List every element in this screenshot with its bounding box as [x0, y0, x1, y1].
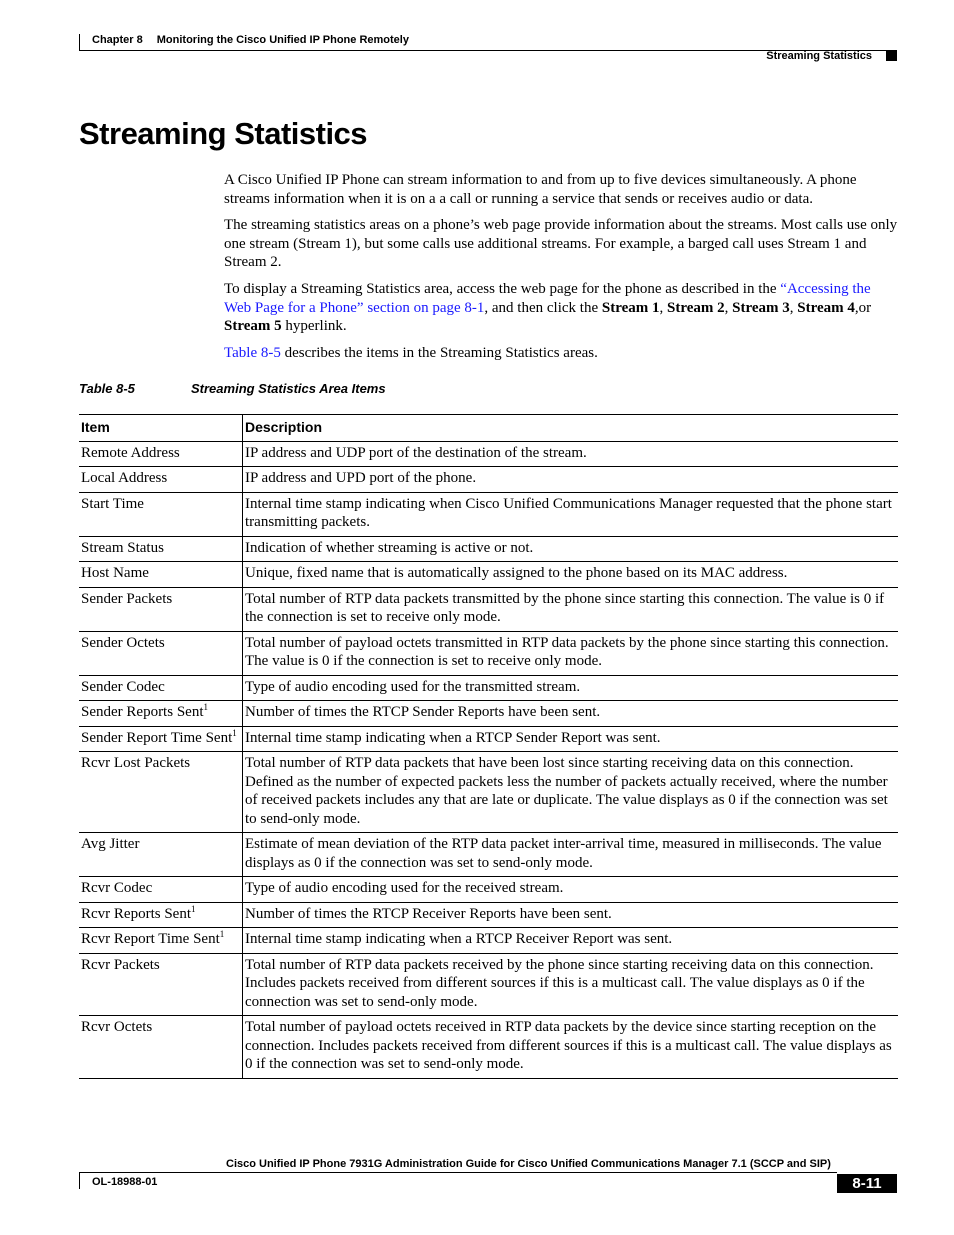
table-row [79, 877, 898, 903]
table-row [79, 953, 898, 1016]
paragraph-instructions [224, 280, 898, 336]
description-cell: Internal time stamp indicating when Cisco Unified Communications Manager requested that the phone start transmitting packets. [245, 495, 892, 530]
footnote-marker: 1 [232, 727, 237, 738]
text-span: ,or [854, 299, 872, 316]
table-row [79, 675, 898, 701]
table-caption-number: Table 8-5 [79, 381, 135, 396]
header-marker [886, 50, 897, 61]
running-header-section: Streaming Statistics [766, 50, 872, 62]
item-name: Stream Status [81, 539, 164, 556]
item-cell [79, 562, 243, 588]
table-caption-title: Streaming Statistics Area Items [191, 381, 386, 396]
footer-rule [79, 1172, 837, 1173]
page-title: Streaming Statistics [79, 116, 368, 151]
item-name: Avg Jitter [81, 836, 140, 852]
item-cell [79, 492, 243, 536]
table-caption [79, 381, 386, 396]
description-cell: Total number of RTP data packets transmitted by the phone since starting this connection. The value is 0 if the connection is set to receive only mode. [245, 590, 885, 625]
footer-doc-number: OL-18988-01 [92, 1176, 158, 1188]
table-row [79, 467, 898, 493]
item-name: Local Address [81, 470, 168, 486]
item-cell [79, 675, 243, 701]
table-row [79, 1016, 898, 1079]
table-row [79, 536, 898, 562]
table-row [79, 631, 898, 675]
item-name: Sender Report Time Sent [81, 729, 233, 746]
item-name: Host Name [81, 565, 149, 581]
description-cell: Unique, fixed name that is automatically assigned to the phone based on its MAC address. [245, 565, 788, 581]
item-cell [79, 587, 243, 631]
description-cell: Type of audio encoding used for the received stream. [245, 880, 564, 896]
table-row [79, 928, 898, 954]
table-row [79, 902, 898, 928]
table-row [79, 701, 898, 727]
item-name: Rcvr Lost Packets [81, 755, 191, 771]
text-span: , [724, 299, 733, 316]
description-cell: Total number of RTP data packets received by the phone since starting receiving data on this connection. Includes packets received from different sources if this is a multicast call. The value displays as 0 if the connection was set to send-only mode. [245, 956, 874, 1010]
description-cell: Total number of RTP data packets that have been lost since starting receiving data on this connection. Defined as the number of expected packets less the number of packets actually received, where the number of received packets includes any that are late or duplicate. The value displays as 0 if the connection was set to send-only mode. [245, 755, 888, 827]
description-cell: Number of times the RTCP Receiver Reports have been sent. [245, 905, 612, 922]
table-row [79, 441, 898, 467]
stream-4-label: Stream 4 [797, 299, 855, 316]
item-cell [79, 536, 243, 562]
paragraph-table-ref [224, 344, 898, 363]
item-cell [79, 953, 243, 1016]
table-8-5-link[interactable]: Table 8-5 [224, 345, 281, 361]
item-cell [79, 928, 243, 954]
description-cell: Number of times the RTCP Sender Reports have been sent. [245, 704, 601, 720]
chapter-label: Chapter 8 [92, 34, 143, 46]
header-rule-vertical [79, 34, 80, 51]
table-header-row [79, 415, 898, 442]
description-cell: Internal time stamp indicating when a RTCP Sender Report was sent. [245, 729, 661, 746]
column-header-description: Description [245, 419, 323, 435]
item-name: Sender Codec [81, 678, 165, 695]
table-body [79, 441, 898, 1078]
description-cell: Type of audio encoding used for the transmitted stream. [245, 678, 581, 695]
description-cell: Estimate of mean deviation of the RTP data packet inter-arrival time, measured in milliseconds. The value displays as 0 if the connection was set to send-only mode. [245, 836, 882, 871]
footer-guide-title: Cisco Unified IP Phone 7931G Administration Guide for Cisco Unified Communications Manager 7.1 (SCCP and SIP) [226, 1158, 831, 1170]
description-cell: Total number of payload octets received in RTP data packets by the device since starting reception on the connection. Includes packets received from different sources if this is a multicast call. The value displays as 0 if the connection was set to send-only mode. [245, 1019, 892, 1072]
footnote-marker: 1 [219, 929, 225, 939]
table-row [79, 726, 898, 752]
item-cell [79, 441, 243, 467]
item-name: Rcvr Reports Sent [81, 905, 191, 922]
item-cell [79, 752, 243, 833]
item-name: Remote Address [81, 444, 180, 461]
item-cell [79, 726, 243, 752]
text-span: hyperlink. [281, 318, 347, 334]
footnote-marker: 1 [203, 702, 208, 712]
table-row [79, 562, 898, 588]
item-name: Rcvr Report Time Sent [81, 931, 220, 947]
table-row [79, 833, 898, 877]
text-span: describes the items in the Streaming Statistics areas. [280, 345, 598, 361]
item-cell [79, 877, 243, 903]
streaming-statistics-table [79, 414, 898, 1079]
table-row [79, 492, 898, 536]
description-cell: Indication of whether streaming is active or not. [245, 539, 534, 556]
table-row [79, 587, 898, 631]
item-cell [79, 833, 243, 877]
running-header-chapter [92, 34, 409, 46]
table-row [79, 752, 898, 833]
chapter-title: Monitoring the Cisco Unified IP Phone Remotely [156, 34, 409, 46]
description-cell: IP address and UPD port of the phone. [245, 470, 477, 486]
text-span: To display a Streaming Statistics area, access the web page for the phone as described in the [224, 281, 781, 297]
text-span: , [659, 299, 667, 316]
description-cell: IP address and UDP port of the destination of the stream. [245, 444, 587, 461]
item-cell [79, 701, 243, 727]
description-cell: Total number of payload octets transmitted in RTP data packets by the phone since starting this connection. The value is 0 if the connection is set to receive only mode. [245, 634, 889, 669]
item-name: Sender Reports Sent [81, 704, 204, 720]
paragraph-intro: A Cisco Unified IP Phone can stream information to and from up to five devices simultaneously. A phone streams information when it is on a a call or running a service that sends or receives audio or data. [224, 172, 857, 207]
item-name: Rcvr Packets [81, 956, 160, 973]
item-name: Sender Packets [81, 590, 173, 607]
item-cell [79, 467, 243, 493]
item-cell [79, 902, 243, 928]
item-name: Rcvr Octets [81, 1019, 153, 1035]
page-number: 8-11 [837, 1174, 897, 1193]
stream-3-label: Stream 3 [732, 299, 790, 316]
item-name: Start Time [81, 495, 144, 512]
accessing-web-page-link[interactable]: “Accessing the Web Page for a Phone” section on page 8-1 [224, 281, 871, 316]
item-cell [79, 631, 243, 675]
stream-1-label: Stream 1 [601, 299, 660, 316]
column-header-item: Item [79, 415, 243, 442]
paragraph-streams: The streaming statistics areas on a phone’s web page provide information about the streams. Most calls use only one stream (Stream 1), but some calls use additional streams. For example, a barged call uses Stream 1 and Stream 2. [224, 217, 898, 270]
text-span: , [789, 299, 798, 316]
stream-5-label: Stream 5 [224, 318, 282, 334]
item-cell [79, 1016, 243, 1079]
footnote-marker: 1 [191, 903, 196, 914]
text-span: , and then click the [484, 299, 602, 316]
item-name: Rcvr Codec [81, 880, 153, 896]
footer-rule-vertical [79, 1172, 80, 1189]
stream-2-label: Stream 2 [667, 299, 725, 316]
description-cell: Internal time stamp indicating when a RTCP Receiver Report was sent. [245, 931, 673, 947]
item-name: Sender Octets [81, 634, 165, 651]
